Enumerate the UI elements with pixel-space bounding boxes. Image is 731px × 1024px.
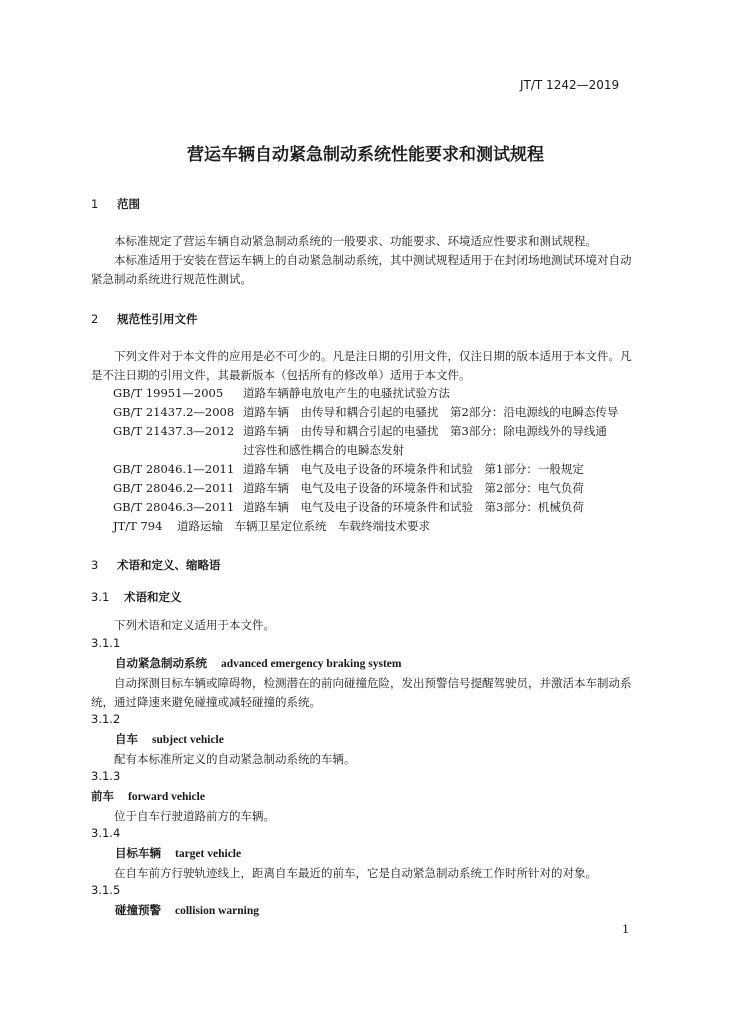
term-definition: 自动探测目标车辆或障碍物，检测潜在的前向碰撞危险，发出预警信号提醒驾驶员，并激活本车制动系统，通过降速来避免碰撞或减轻碰撞的系统。 bbox=[91, 676, 632, 709]
term-heading bbox=[115, 655, 401, 671]
reference-code: JT/T 794 bbox=[113, 519, 163, 533]
reference-title: 道路车辆 电气及电子设备的环境条件和试验 第2部分：电气负荷 bbox=[243, 481, 584, 495]
paragraph: 本标准适用于安装在营运车辆上的自动紧急制动系统，其中测试规程适用于在封闭场地测试环境对自动紧急制动系统进行规范性测试。 bbox=[91, 253, 632, 286]
section-2-heading bbox=[91, 311, 198, 327]
term-zh: 前车 bbox=[91, 789, 114, 803]
section-title: 术语和定义、缩略语 bbox=[117, 558, 221, 572]
reference-title: 道路车辆 电气及电子设备的环境条件和试验 第3部分：机械负荷 bbox=[243, 500, 584, 514]
page-number: 1 bbox=[622, 922, 630, 936]
reference-title: 道路车辆 电气及电子设备的环境条件和试验 第1部分：一般规定 bbox=[243, 462, 584, 476]
term-en: collision warning bbox=[175, 905, 260, 917]
subsection-number: 3.1 bbox=[91, 590, 110, 604]
reference-title: 道路车辆静电放电产生的电骚扰试验方法 bbox=[243, 386, 450, 400]
term-zh: 自车 bbox=[115, 732, 138, 746]
standard-code: JT/T 1242—2019 bbox=[520, 78, 620, 92]
term-en: advanced emergency braking system bbox=[221, 658, 402, 670]
section-number: 2 bbox=[91, 312, 99, 326]
reference-code: GB/T 28046.1—2011 bbox=[113, 462, 235, 476]
clause-number: 3.1.1 bbox=[91, 636, 121, 650]
term-en: target vehicle bbox=[175, 848, 242, 860]
reference-item bbox=[113, 461, 584, 477]
paragraph: 下列文件对于本文件的应用是必不可少的。凡是注日期的引用文件，仅注日期的版本适用于本文件。凡是不注日期的引用文件，其最新版本（包括所有的修改单）适用于本文件。 bbox=[91, 349, 632, 382]
reference-item bbox=[113, 423, 607, 439]
reference-code: GB/T 28046.3—2011 bbox=[113, 500, 235, 514]
term-heading bbox=[115, 902, 259, 918]
subsection-3-1-heading bbox=[91, 589, 182, 605]
clause-number: 3.1.4 bbox=[91, 826, 121, 840]
reference-code: GB/T 21437.2—2008 bbox=[113, 405, 235, 419]
section-title: 范围 bbox=[117, 197, 140, 211]
subsection-title: 术语和定义 bbox=[124, 590, 182, 604]
term-definition: 在自车前方行驶轨迹线上，距离自车最近的前车，它是自动紧急制动系统工作时所针对的对象。 bbox=[114, 866, 597, 880]
reference-item bbox=[113, 518, 430, 534]
paragraph: 本标准规定了营运车辆自动紧急制动系统的一般要求、功能要求、环境适应性要求和测试规程。 bbox=[114, 234, 597, 248]
reference-code: GB/T 19951—2005 bbox=[113, 386, 224, 400]
reference-title: 道路运输 车辆卫星定位系统 车载终端技术要求 bbox=[177, 519, 430, 533]
paragraph: 下列术语和定义适用于本文件。 bbox=[114, 618, 275, 632]
term-zh: 自动紧急制动系统 bbox=[115, 656, 207, 670]
reference-item bbox=[113, 499, 584, 515]
reference-code: GB/T 28046.2—2011 bbox=[113, 481, 235, 495]
term-heading bbox=[115, 731, 224, 747]
reference-code: GB/T 21437.3—2012 bbox=[113, 424, 235, 438]
reference-item bbox=[113, 404, 618, 420]
term-en: subject vehicle bbox=[152, 734, 224, 746]
term-zh: 目标车辆 bbox=[115, 846, 161, 860]
section-number: 3 bbox=[91, 558, 99, 572]
term-en: forward vehicle bbox=[128, 791, 205, 803]
clause-number: 3.1.2 bbox=[91, 712, 121, 726]
term-heading bbox=[91, 788, 205, 804]
term-heading bbox=[115, 845, 241, 861]
clause-number: 3.1.3 bbox=[91, 769, 121, 783]
document-title: 营运车辆自动紧急制动系统性能要求和测试规程 bbox=[187, 145, 544, 165]
section-number: 1 bbox=[91, 197, 99, 211]
section-title: 规范性引用文件 bbox=[117, 312, 198, 326]
term-definition: 配有本标准所定义的自动紧急制动系统的车辆。 bbox=[114, 752, 356, 766]
term-definition: 位于自车行驶道路前方的车辆。 bbox=[114, 809, 275, 823]
reference-item bbox=[113, 385, 450, 401]
section-3-heading bbox=[91, 557, 221, 573]
term-zh: 碰撞预警 bbox=[115, 903, 161, 917]
clause-number: 3.1.5 bbox=[91, 883, 121, 897]
reference-title: 道路车辆 由传导和耦合引起的电骚扰 第2部分：沿电源线的电瞬态传导 bbox=[243, 405, 619, 419]
reference-continuation: 过容性和感性耦合的电瞬态发射 bbox=[243, 443, 404, 457]
reference-item bbox=[113, 480, 584, 496]
section-1-heading bbox=[91, 196, 140, 212]
reference-title: 道路车辆 由传导和耦合引起的电骚扰 第3部分：除电源线外的导线通 bbox=[243, 424, 607, 438]
